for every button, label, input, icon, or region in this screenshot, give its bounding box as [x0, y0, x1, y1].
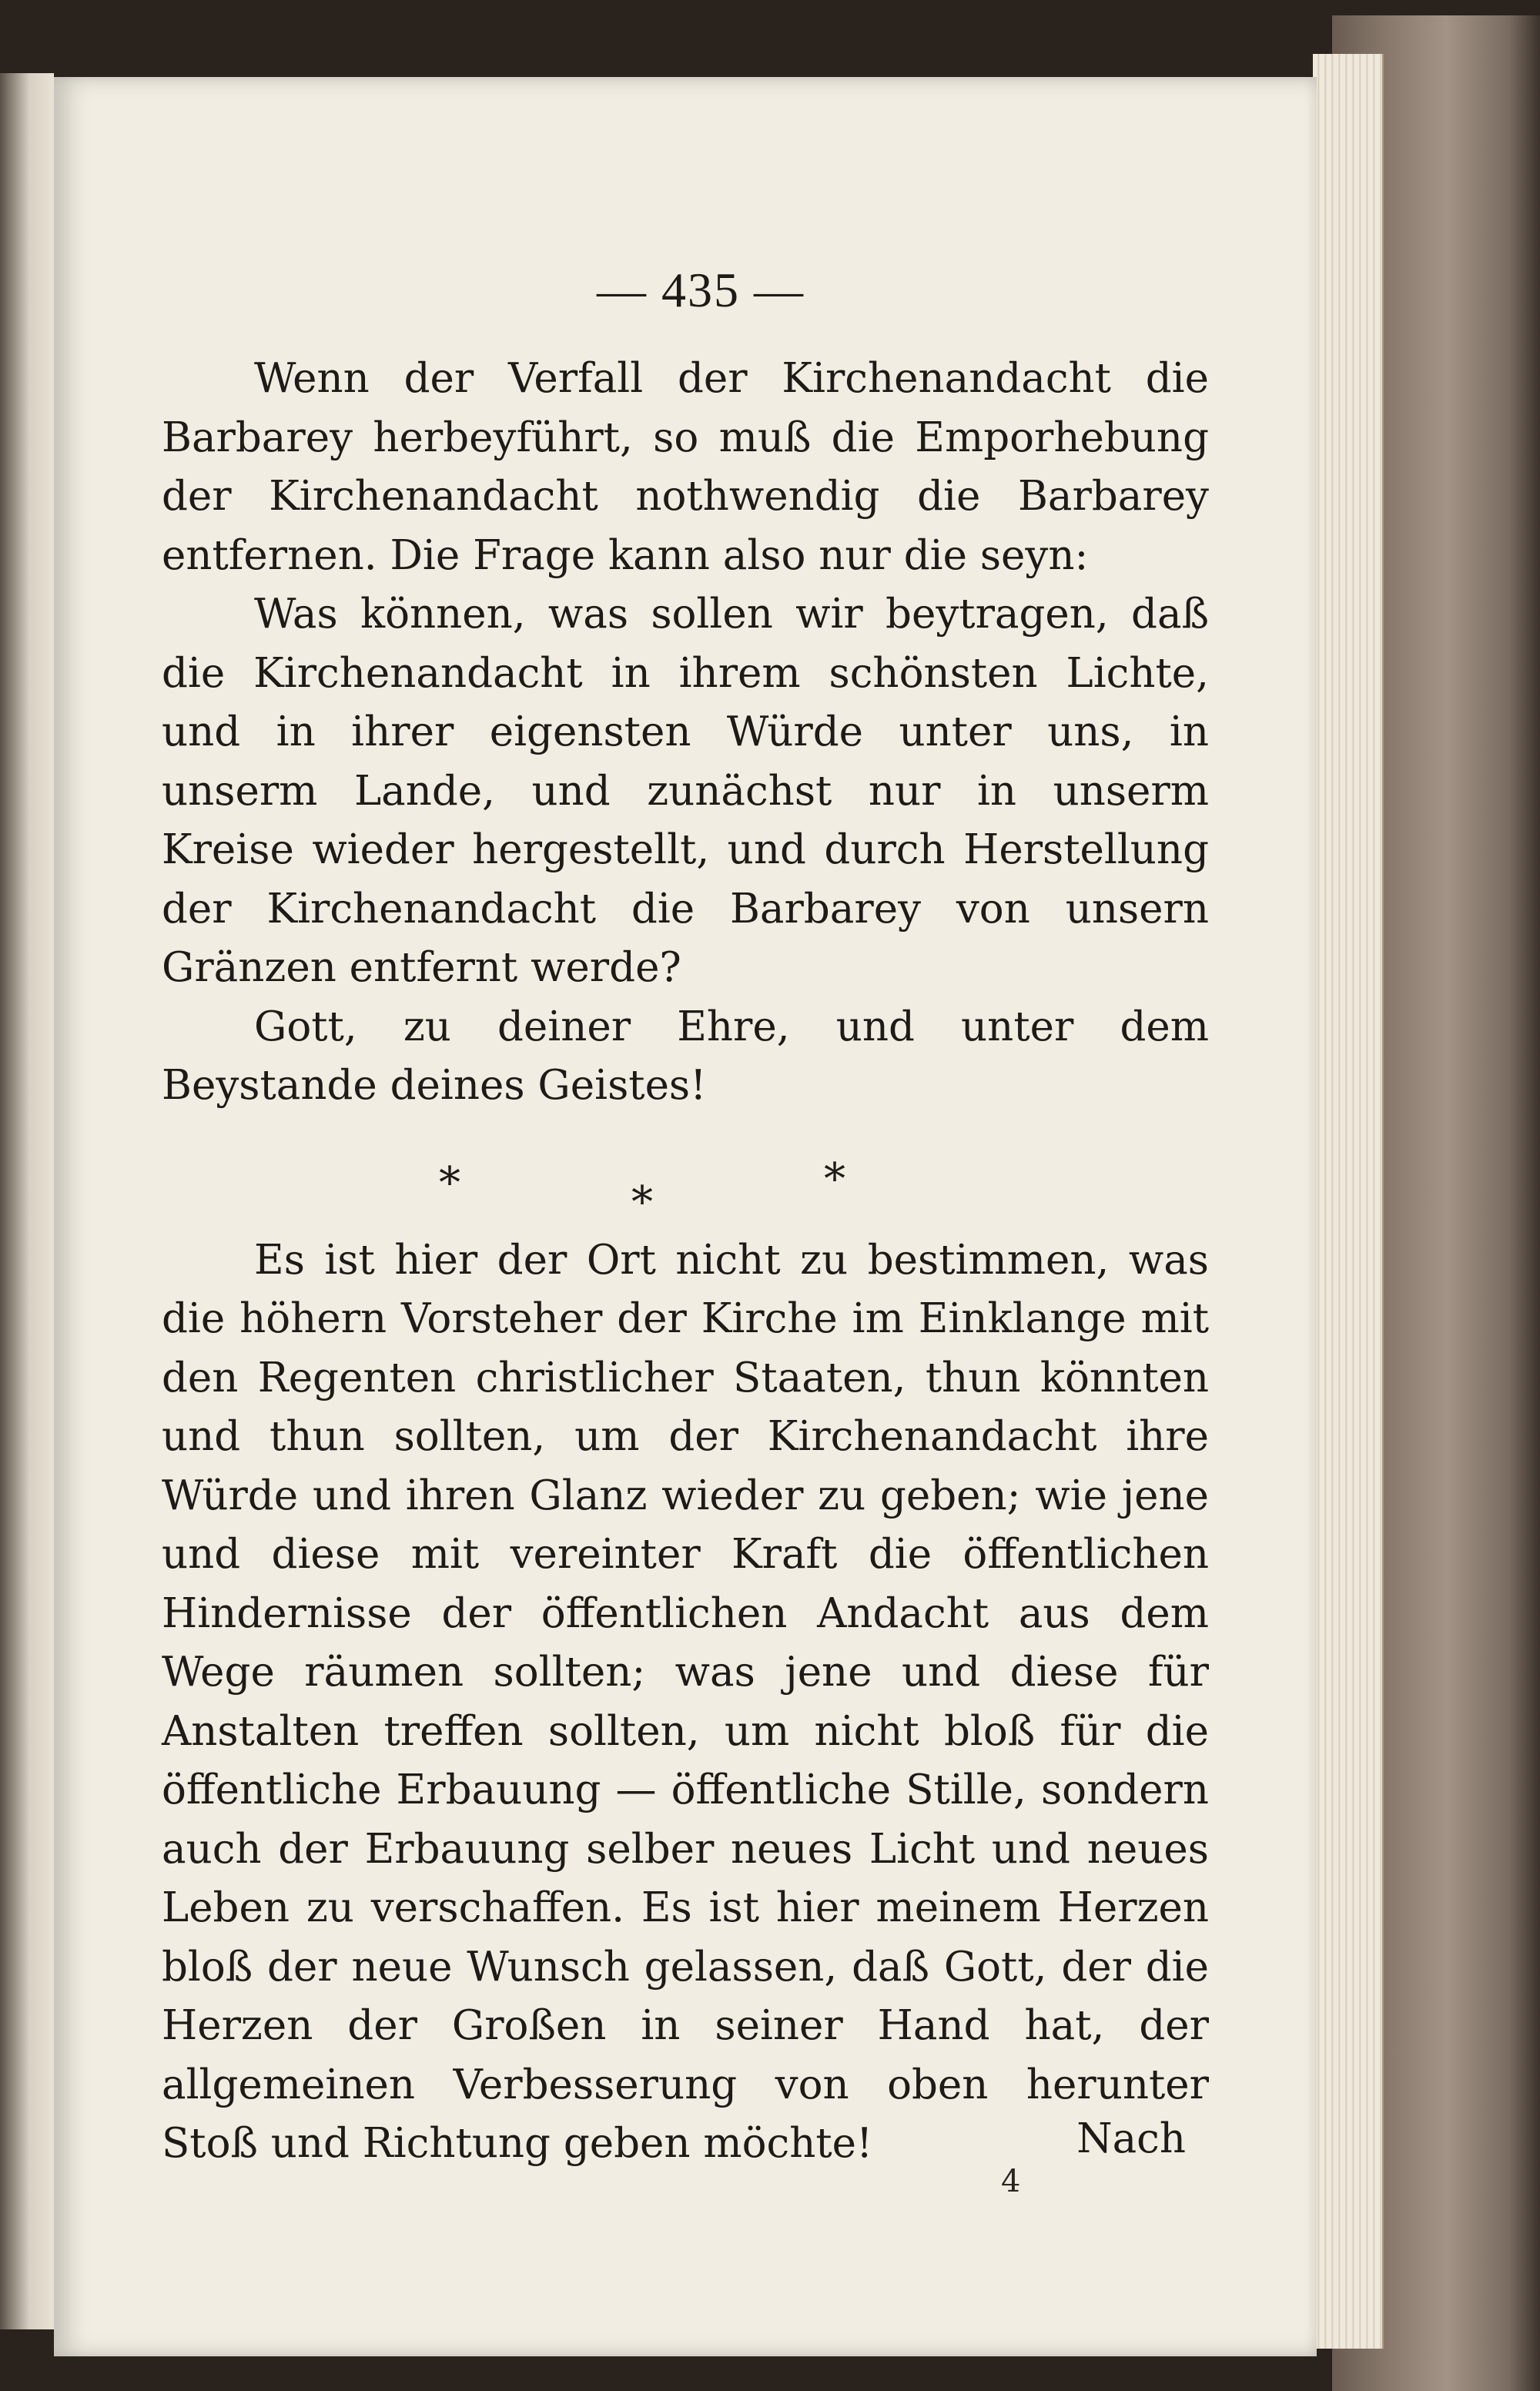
signature-mark: 4	[1001, 2164, 1021, 2199]
facing-page-edge	[0, 73, 54, 2329]
section-divider	[162, 1131, 1209, 1231]
page-edges	[1313, 54, 1384, 2349]
page-text-block	[162, 262, 1209, 2167]
asterisk: *	[824, 1154, 845, 1204]
paragraph: Gott, zu deiner Ehre, und unter dem Beystande deines Geistes!	[162, 1003, 1209, 1109]
paragraph: Was können, was sollen wir beytragen, daß die Kirchenandacht in ihrem schönsten Lichte, und in ihrer eigensten Würde unter uns, in unserm Lande, und zunächst nur in unserm Kreise wieder hergestellt, und durch Herstellung der Kirchenandacht die Barbarey von unsern Gränzen entfernt werde?	[162, 591, 1209, 991]
paragraph: Es ist hier der Ort nicht zu bestimmen, was die höhern Vorsteher der Kirche im Einklange mit den Regenten christlicher Staaten, thun könnten und thun sollten, um der Kirchenandacht ihre Würde und ihren Glanz wieder zu geben; wie jene und diese mit vereinter Kraft die öffentlichen Hindernisse der öffentlichen Andacht aus dem Wege räumen sollten; was jene und diese für Anstalten treffen sollten, um nicht bloß für die öffentliche Erbauung — öffentliche Stille, sondern auch der Erbauung selber neues Licht und neues Leben zu verschaffen. Es ist hier meinem Herzen bloß der neue Wunsch gelassen, daß Gott, der die Herzen der Großen in seiner Hand hat, der allgemeinen Verbesserung von oben herunter Stoß und Richtung geben möchte!	[162, 1236, 1209, 2167]
page-number: — 435 —	[597, 263, 805, 317]
asterisk: *	[439, 1157, 460, 1208]
book-page	[54, 77, 1317, 2356]
catchword: Nach	[1076, 2115, 1186, 2162]
paragraph: Wenn der Verfall der Kirchenandacht die Barbarey herbeyführt, so muß die Emporhebung der Kirchenandacht nothwendig die Barbarey entfernen. Die Frage kann also nur die seyn:	[162, 355, 1209, 579]
asterisk: *	[631, 1177, 653, 1227]
